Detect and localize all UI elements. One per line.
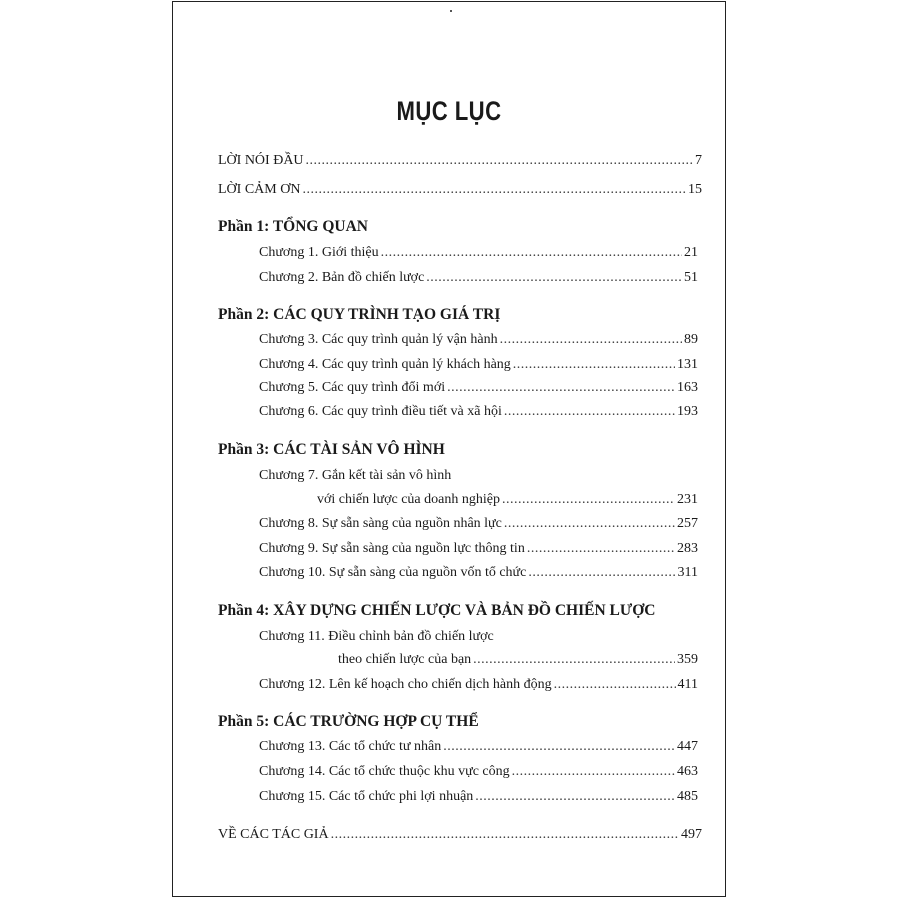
toc-entry-chapter-8 [259, 516, 698, 532]
toc-entry-chapter-10 [259, 565, 698, 581]
toc-entry-chapter-3 [259, 332, 698, 348]
toc-entry-label: Chương 14. Các tổ chức thuộc khu vực công [259, 764, 510, 779]
toc-entry-page: 15 [688, 182, 702, 197]
toc-entry-label: Chương 6. Các quy trình điều tiết và xã hội [259, 404, 502, 419]
toc-entry-label: Chương 1. Giới thiệu [259, 245, 379, 260]
toc-entry-chapter-14 [259, 764, 698, 780]
toc-entry-page: 7 [695, 153, 702, 168]
leader-dots [502, 492, 675, 508]
book-page [172, 1, 726, 897]
leader-dots [306, 153, 693, 169]
part-heading-4: Phần 4: XÂY DỰNG CHIẾN LƯỢC VÀ BẢN ĐỒ CHIẾN LƯỢC [218, 602, 656, 619]
toc-entry-chapter-12 [259, 677, 698, 693]
toc-entry-page: 359 [677, 652, 698, 667]
toc-entry-page: 21 [684, 245, 698, 260]
toc-entry-label: VỀ CÁC TÁC GIẢ [218, 827, 329, 842]
toc-entry-chapter-1 [259, 245, 698, 261]
toc-entry-page: 411 [677, 677, 698, 692]
leader-dots [554, 677, 676, 693]
toc-entry-chapter-11-label: Chương 11. Điều chỉnh bản đồ chiến lược [259, 629, 494, 644]
toc-entry-label: Chương 13. Các tổ chức tư nhân [259, 739, 442, 754]
leader-dots [447, 380, 675, 396]
toc-entry-page: 447 [677, 739, 698, 754]
leader-dots [527, 541, 675, 557]
leader-dots [500, 332, 682, 348]
toc-entry-label: Chương 5. Các quy trình đổi mới [259, 380, 446, 395]
toc-entry-chapter-5 [259, 380, 698, 396]
toc-entry-foreword [218, 153, 702, 169]
leader-dots [473, 652, 675, 668]
leader-dots [443, 739, 675, 755]
toc-entry-page: 193 [677, 404, 698, 419]
leader-dots [504, 404, 675, 420]
leader-dots [381, 245, 682, 261]
toc-entry-page: 163 [677, 380, 698, 395]
toc-entry-chapter-7-label: Chương 7. Gắn kết tài sản vô hình [259, 468, 452, 483]
part-heading-3: Phần 3: CÁC TÀI SẢN VÔ HÌNH [218, 441, 445, 458]
toc-entry-label: Chương 3. Các quy trình quản lý vận hành [259, 332, 498, 347]
toc-entry-label-continued: theo chiến lược của bạn [338, 652, 472, 667]
toc-entry-label: Chương 8. Sự sẵn sàng của nguồn nhân lực [259, 516, 502, 531]
leader-dots [331, 827, 679, 843]
leader-dots [513, 357, 675, 373]
part-heading-5: Phần 5: CÁC TRƯỜNG HỢP CỤ THỂ [218, 713, 479, 730]
toc-entry-page: 51 [684, 270, 698, 285]
leader-dots [528, 565, 675, 581]
toc-entry-chapter-2 [259, 270, 698, 286]
toc-entry-chapter-15 [259, 789, 698, 805]
toc-entry-chapter-13 [259, 739, 698, 755]
toc-entry-page: 497 [681, 827, 702, 842]
page-title: MỤC LỤC [396, 96, 502, 126]
toc-entry-label: Chương 10. Sự sẵn sàng của nguồn vốn tổ chức [259, 565, 527, 580]
leader-dots [426, 270, 682, 286]
toc-entry-label-continued: với chiến lược của doanh nghiệp [317, 492, 500, 507]
leader-dots [512, 764, 675, 780]
toc-entry-about-authors [218, 827, 702, 843]
toc-entry-chapter-9 [259, 541, 698, 557]
toc-entry-chapter-6 [259, 404, 698, 420]
toc-entry-page: 231 [677, 492, 698, 507]
toc-entry-chapter-11 [338, 652, 698, 668]
toc-entry-page: 283 [677, 541, 698, 556]
toc-entry-acknowledgements [218, 182, 702, 198]
toc-entry-chapter-7 [317, 492, 698, 508]
toc-entry-label: Chương 15. Các tổ chức phi lợi nhuận [259, 789, 474, 804]
toc-entry-page: 311 [677, 565, 698, 580]
toc-entry-page: 131 [677, 357, 698, 372]
part-heading-2: Phần 2: CÁC QUY TRÌNH TẠO GIÁ TRỊ [218, 306, 501, 323]
toc-entry-label: Chương 9. Sự sẵn sàng của nguồn lực thông tin [259, 541, 525, 556]
toc-entry-page: 257 [677, 516, 698, 531]
page-mark [450, 10, 452, 12]
leader-dots [475, 789, 675, 805]
toc-entry-label: LỜI CẢM ƠN [218, 182, 301, 197]
toc-entry-label: Chương 4. Các quy trình quản lý khách hàng [259, 357, 511, 372]
leader-dots [302, 182, 686, 198]
toc-entry-label: Chương 2. Bản đồ chiến lược [259, 270, 425, 285]
toc-entry-page: 89 [684, 332, 698, 347]
leader-dots [504, 516, 675, 532]
toc-entry-page: 485 [677, 789, 698, 804]
toc-entry-chapter-4 [259, 357, 698, 373]
toc-entry-label: Chương 12. Lên kế hoạch cho chiến dịch hành động [259, 677, 552, 692]
toc-entry-label: LỜI NÓI ĐẦU [218, 153, 304, 168]
toc-entry-page: 463 [677, 764, 698, 779]
part-heading-1: Phần 1: TỔNG QUAN [218, 218, 368, 235]
